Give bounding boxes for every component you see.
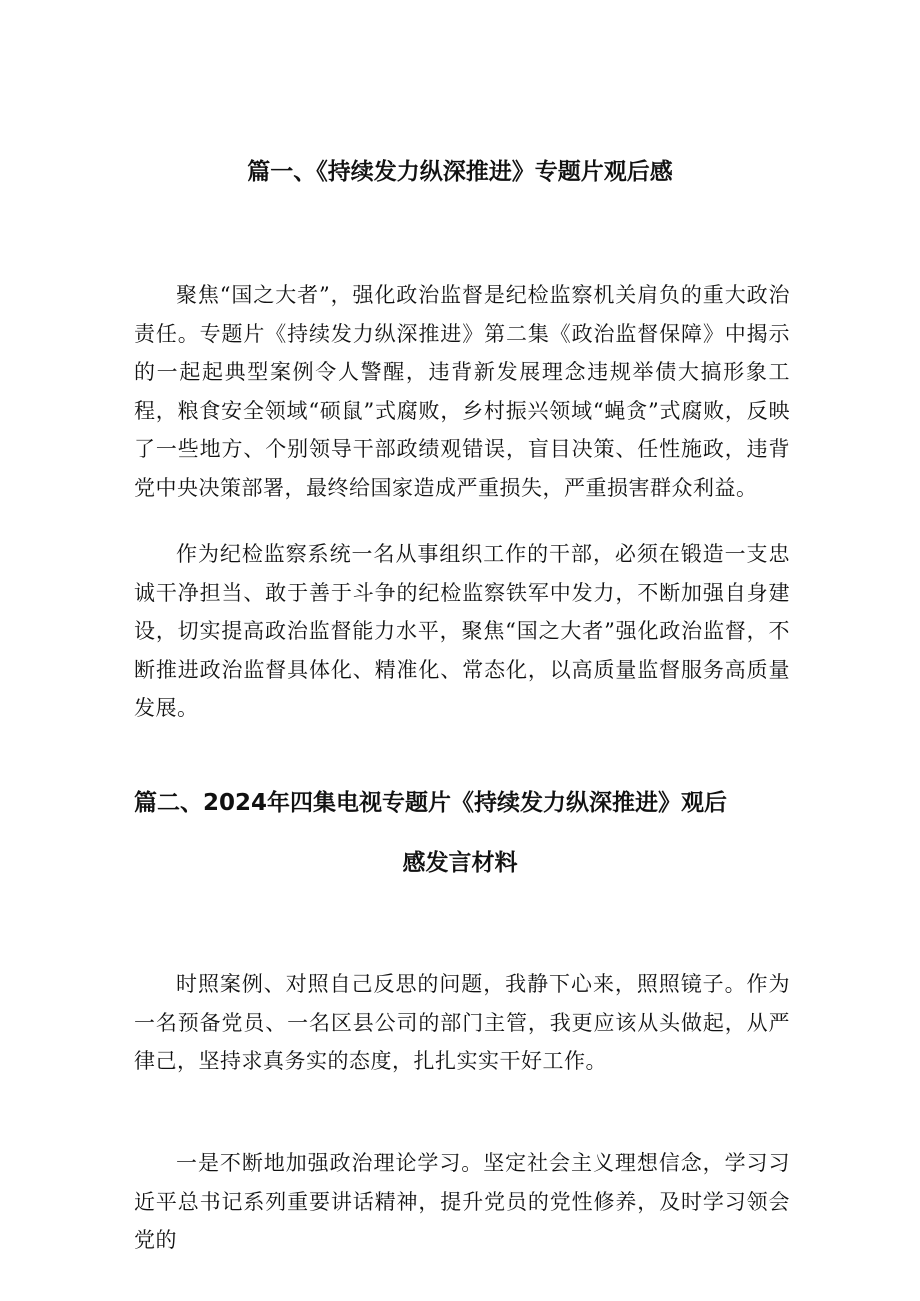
- section2-paragraph-1: 时照案例、对照自己反思的问题，我静下心来，照照镜子。作为一名预备党员、一名区县公司的部门主管，我更应该从头做起，从严律己，坚持求真务实的态度，扎扎实实干好工作。: [134, 972, 790, 1073]
- section2-title-line1: 篇二、2024年四集电视专题片《持续发力纵深推进》观后: [134, 790, 728, 816]
- section1-title: 篇一、《持续发力纵深推进》专题片观后感: [247, 159, 673, 185]
- section1-paragraph-2: 作为纪检监察系统一名从事组织工作的干部，必须在锻造一支忠诚干净担当、敢于善于斗争的纪检监察铁军中发力，不断加强自身建设，切实提高政治监督能力水平，聚焦“国之大者”强化政治监督，不断推进政治监督具体化、精准化、常态化，以高质量监督服务高质量发展。: [134, 542, 790, 720]
- section1-paragraph-1: 聚焦“国之大者”，强化政治监督是纪检监察机关肩负的重大政治责任。专题片《持续发力纵深推进》第二集《政治监督保障》中揭示的一起起典型案例令人警醒，违背新发展理念违规举债大搞形象工程，粮食安全领域“硕鼠”式腐败，乡村振兴领域“蝇贪”式腐败，反映了一些地方、个别领导干部政绩观错误，盲目决策、任性施政，违背党中央决策部署，最终给国家造成严重损失，严重损害群众利益。: [134, 283, 790, 500]
- section2-title-line2: 感发言材料: [402, 850, 518, 876]
- section2-paragraph-2: 一是不断地加强政治理论学习。坚定社会主义理想信念，学习习近平总书记系列重要讲话精神，提升党员的党性修养，及时学习领会党的: [134, 1151, 790, 1252]
